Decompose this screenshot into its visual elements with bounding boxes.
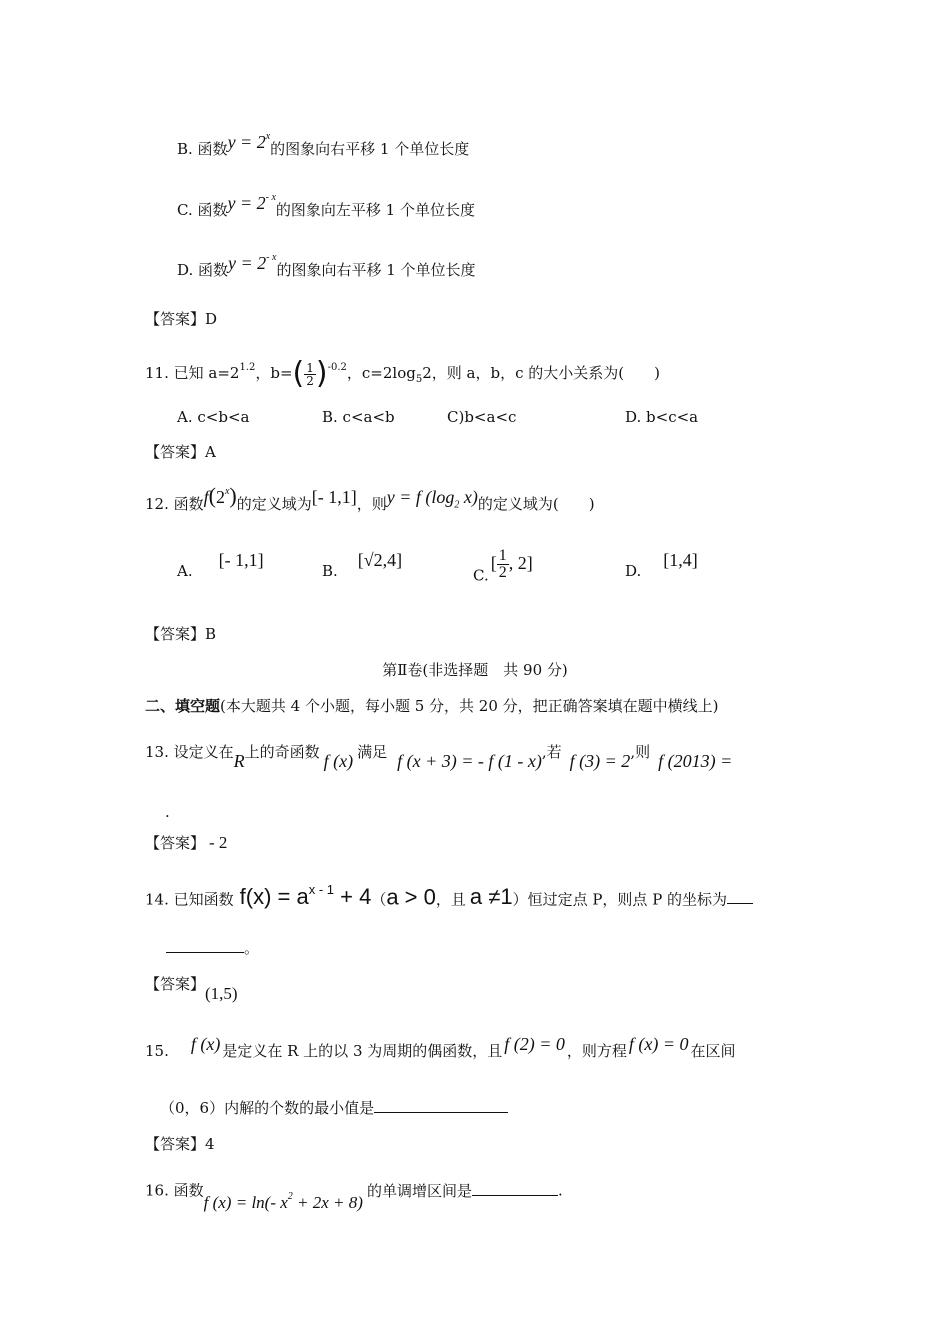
- answer-blank[interactable]: [374, 1098, 508, 1113]
- formula: [386, 487, 478, 511]
- q14-blank-line2: [166, 938, 259, 958]
- fraction: [497, 548, 509, 581]
- answer-label: 【答案】: [145, 443, 206, 461]
- option-text: , 2]: [508, 552, 533, 573]
- end-mark: .: [557, 1181, 563, 1200]
- q12-option-c: [473, 547, 533, 593]
- denominator: 2: [306, 373, 314, 388]
- q11-option-b: B. c<a<b: [322, 408, 395, 426]
- formula-text: y = 2: [227, 193, 266, 213]
- formula-text: + 2x + 8): [292, 1192, 363, 1212]
- formula-text: f: [203, 487, 209, 507]
- option-value: [490, 547, 533, 581]
- q11-option-a: A. c<b<a: [177, 408, 250, 426]
- volume-title: 第Ⅱ卷(非选择题 共 90 分): [382, 661, 568, 679]
- formula-text: + 4: [334, 884, 372, 910]
- stem-text: 13. 设定义在: [145, 743, 234, 761]
- formula: [203, 483, 237, 508]
- formula: f (2013) =: [658, 751, 733, 771]
- answer-value: 4: [205, 1135, 215, 1153]
- section-heading: [145, 696, 719, 716]
- answer-label: 【答案】: [145, 1135, 206, 1153]
- stem-text: 上的奇函数: [244, 743, 320, 761]
- exponent: 1.2: [239, 362, 256, 373]
- q11-stem: [145, 356, 660, 394]
- stem-text: 11. 已知 a=2: [145, 364, 240, 382]
- option-value: [√2,4]: [357, 550, 403, 570]
- q11-option-d: D. b<c<a: [625, 408, 699, 426]
- q10-option-b: [177, 131, 470, 159]
- formula: f (x) = 0: [628, 1034, 689, 1054]
- q12-option-a: [177, 550, 264, 581]
- option-label: D.: [625, 562, 642, 580]
- answer-label: 【答案】: [145, 975, 206, 993]
- stem-text: （: [371, 890, 387, 909]
- stem-text: ，则方程: [566, 1042, 627, 1060]
- q11-option-c: C)b<a<c: [447, 408, 517, 426]
- stem-text: 是定义在 R 上的以 3 为周期的偶函数，且: [222, 1042, 503, 1060]
- option-value: [- 1,1]: [218, 550, 264, 570]
- paren-open: (: [208, 483, 216, 508]
- q15-line2: [160, 1098, 508, 1118]
- stem-text: ）恒过定点 P，则点 P 的坐标为: [512, 890, 728, 909]
- stem-text: ，c=2log: [346, 364, 416, 382]
- formula: [228, 253, 276, 273]
- option-label: D. 函数: [177, 261, 229, 279]
- stem-text: ，则: [356, 495, 387, 513]
- q11-answer: [145, 442, 216, 462]
- answer-value: - 2: [209, 833, 228, 852]
- answer-blank[interactable]: [472, 1181, 558, 1196]
- answer-blank[interactable]: [166, 938, 244, 953]
- q12-option-b: [322, 550, 403, 581]
- paren-open: (: [292, 356, 305, 391]
- formula-exponent: - x: [265, 192, 276, 203]
- subscript: 2: [454, 499, 460, 511]
- q13-answer: [145, 833, 227, 853]
- question-number: 15.: [145, 1042, 169, 1060]
- formula-exponent: x - 1: [308, 882, 334, 897]
- formula: f (3) = 2: [569, 751, 631, 771]
- answer-value: B: [205, 625, 217, 643]
- stem-text: ,若: [541, 743, 562, 761]
- q10-answer: [145, 309, 217, 329]
- answer-value: D: [205, 310, 218, 328]
- domain: [- 1,1]: [311, 487, 357, 507]
- q12-option-d: [625, 550, 698, 581]
- q12-stem: [145, 483, 595, 522]
- formula-exponent: x: [224, 486, 230, 497]
- q10-option-d: [177, 252, 476, 280]
- formula: [228, 132, 271, 152]
- formula-text: y = f (log: [386, 487, 455, 507]
- option-value: [1,4]: [663, 550, 698, 570]
- option-text: 的图象向右平移 1 个单位长度: [270, 140, 470, 158]
- formula-text: f(x) = a: [239, 884, 309, 910]
- answer-value: (1,5): [205, 984, 238, 1003]
- formula: f (2) = 0: [504, 1034, 565, 1054]
- option-label: C. 函数: [177, 201, 228, 219]
- formula: [227, 193, 275, 213]
- formula: [204, 1193, 363, 1212]
- formula: R: [233, 751, 245, 771]
- stem-text: 的单调增区间是: [366, 1181, 472, 1200]
- denominator: 2: [498, 564, 507, 581]
- answer-label: 【答案】: [145, 625, 206, 643]
- q16-stem: [145, 1172, 563, 1212]
- formula-exponent: x: [265, 131, 271, 142]
- exponent: -0.2: [327, 362, 347, 373]
- formula-text: 2: [215, 487, 225, 507]
- stem-text: ，且: [435, 890, 466, 909]
- subscript: 5: [415, 374, 423, 385]
- q13-stem: [145, 734, 732, 769]
- option-label: B.: [322, 562, 338, 580]
- formula-text: x): [459, 487, 478, 507]
- stem-text: 16. 函数: [145, 1181, 204, 1200]
- formula-exponent: 2: [287, 1191, 293, 1202]
- q14-stem: [145, 877, 753, 914]
- formula: a ≠1: [469, 884, 513, 910]
- q15-answer: [145, 1134, 215, 1154]
- option-text: 的图象向右平移 1 个单位长度: [276, 261, 476, 279]
- q13-end-dot: .: [165, 803, 170, 821]
- paren-close: ): [315, 356, 328, 391]
- paren-close: ): [229, 483, 237, 508]
- formula: f (x): [323, 751, 354, 771]
- answer-blank[interactable]: [727, 889, 753, 904]
- bracket: [: [490, 552, 497, 573]
- formula-text: f (x) = ln(- x: [203, 1192, 288, 1212]
- formula-text: y = 2: [227, 132, 266, 152]
- formula: f (x + 3) = - f (1 - x): [397, 751, 542, 771]
- option-label: B. 函数: [177, 140, 228, 158]
- stem-text: 在区间: [690, 1042, 736, 1060]
- answer-value: A: [205, 443, 216, 461]
- option-label: C.: [473, 566, 489, 585]
- stem-text: （0，6）内解的个数的最小值是: [160, 1099, 375, 1117]
- q12-answer: [145, 624, 216, 644]
- stem-text: 满足: [357, 743, 388, 761]
- stem-text: ，b=: [255, 364, 293, 382]
- q14-answer: [145, 974, 238, 1003]
- stem-text: 12. 函数: [145, 495, 204, 513]
- stem-text: 的定义域为( ): [477, 495, 595, 513]
- stem-text: 14. 已知函数: [145, 890, 234, 909]
- formula-exponent: - x: [266, 252, 277, 263]
- numerator: 1: [498, 547, 507, 564]
- option-text: 的图象向左平移 1 个单位长度: [275, 201, 475, 219]
- fraction: [304, 362, 316, 387]
- end-mark: 。: [244, 939, 260, 957]
- answer-label: 【答案】: [145, 310, 206, 328]
- formula-text: y = 2: [228, 253, 267, 273]
- stem-text: 2，则 a，b，c 的大小关系为( ): [422, 364, 660, 382]
- stem-text: 的定义域为: [236, 495, 312, 513]
- formula: a > 0: [386, 884, 436, 910]
- heading-text: (本大题共 4 个小题，每小题 5 分，共 20 分，把正确答案填在题中横线上): [220, 697, 719, 715]
- stem-text: ,则: [630, 743, 651, 761]
- formula: [240, 884, 372, 909]
- option-label: A.: [177, 562, 193, 580]
- q10-option-c: [177, 192, 475, 220]
- q15-stem: [145, 1034, 736, 1061]
- numerator: 1: [306, 360, 314, 375]
- heading-bold: 二、填空题: [145, 697, 221, 715]
- formula: f (x): [190, 1034, 221, 1054]
- answer-label: 【答案】: [145, 834, 206, 852]
